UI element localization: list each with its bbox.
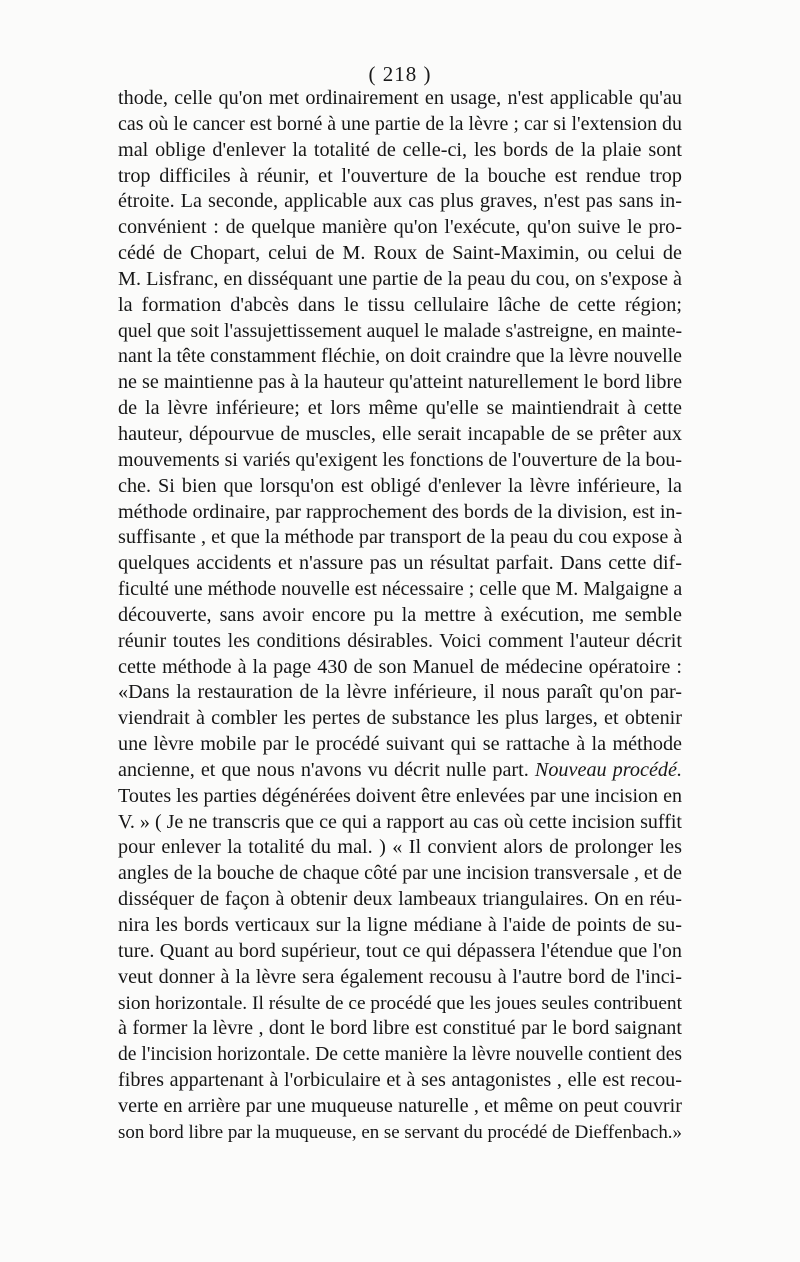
text-line: pour enlever la totalité du mal. ) « Il convient alors de prolonger les (118, 836, 682, 859)
text-line: nira les bords verticaux sur la ligne médiane à l'aide de points de su- (118, 914, 682, 936)
text-line: étroite. La seconde, applicable aux cas plus graves, n'est pas sans in- (118, 190, 682, 213)
page-number: ( 218 ) (368, 62, 432, 86)
text-line: «Dans la restauration de la lèvre inférieure, il nous paraît qu'on par- (118, 681, 682, 704)
text-line: sion horizontale. Il résulte de ce procédé que les joues seules contribuent (118, 992, 682, 1014)
text-line: mal oblige d'enlever la totalité de celle-ci, les bords de la plaie sont (118, 138, 682, 161)
text-line: suffisante , et que la méthode par transport de la peau du cou expose à (118, 526, 683, 549)
text-line: disséquer de façon à obtenir deux lambeaux triangulaires. On en réu- (118, 888, 682, 911)
text-line: che. Si bien que lorsqu'on est obligé d'enlever la lèvre inférieure, la (118, 474, 682, 497)
text-line: verte en arrière par une muqueuse naturelle , et même on peut couvrir (118, 1094, 682, 1117)
text-line: viendrait à combler les pertes de substance les plus larges, et obtenir (118, 707, 682, 730)
text-line: angles de la bouche de chaque côté par une incision transversale , et de (118, 862, 682, 885)
text-line: une lèvre mobile par le procédé suivant qui se rattache à la méthode (118, 733, 682, 756)
text-line: thode, celle qu'on met ordinairement en usage, n'est applicable qu'au (118, 87, 682, 109)
text-line: quelques accidents et n'assure pas un résultat parfait. Dans cette dif- (118, 552, 682, 575)
text-line: à former la lèvre , dont le bord libre est constitué par le bord saignant (118, 1017, 682, 1040)
text-line: découverte, sans avoir encore pu la mettre à exécution, me semble (118, 603, 682, 626)
text-line: ture. Quant au bord supérieur, tout ce qui dépassera l'étendue que l'on (118, 939, 682, 962)
text-line: cédé de Chopart, celui de M. Roux de Saint-Maximin, ou celui de (118, 242, 682, 265)
text-line: Toutes les parties dégénérées doivent être enlevées par une incision en (118, 784, 682, 807)
text-line: mouvements si variés qu'exigent les fonctions de l'ouverture de la bou- (118, 448, 682, 471)
text-line: son bord libre par la muqueuse, en se servant du procédé de Dieffenbach.» (118, 1121, 682, 1143)
text-line: cette méthode à la page 430 de son Manuel de médecine opératoire : (118, 655, 682, 678)
text-line: ficulté une méthode nouvelle est nécessaire ; celle que M. Malgaigne a (118, 578, 683, 601)
text-line: nant la tête constamment fléchie, on doit craindre que la lèvre nouvelle (118, 345, 683, 368)
text-line: de la lèvre inférieure; et lors même qu'elle se maintiendrait à cette (118, 397, 682, 420)
text-line: de l'incision horizontale. De cette manière la lèvre nouvelle contient des (118, 1044, 682, 1066)
text-line: réunir toutes les conditions désirables. Voici comment l'auteur décrit (118, 629, 682, 652)
text-line: convénient : de quelque manière qu'on l'exécute, qu'on suive le pro- (118, 216, 682, 239)
text-line: trop difficiles à réunir, et l'ouverture de la bouche est rendue trop (118, 164, 682, 187)
text-line: hauteur, dépourvue de muscles, elle serait incapable de se prêter aux (118, 422, 682, 445)
text-segment: ancienne, et que nous n'avons vu décrit nulle part. (118, 758, 529, 781)
body-text (118, 86, 682, 1146)
text-line: V. » ( Je ne transcris que ce qui a rapport au cas où cette incision suffit (118, 810, 682, 833)
text-line: ne se maintienne pas à la hauteur qu'atteint naturellement le bord libre (118, 371, 682, 394)
text-line: veut donner à la lèvre sera également recousu à l'autre bord de l'inci- (118, 965, 682, 988)
text-line: la formation d'abcès dans le tissu cellulaire lâche de cette région; (118, 293, 682, 316)
text-line: méthode ordinaire, par rapprochement des bords de la division, est in- (118, 500, 683, 523)
text-line: cas où le cancer est borné à une partie de la lèvre ; car si l'extension du (118, 112, 682, 135)
text-line: fibres appartenant à l'orbiculaire et à ses antagonistes , elle est recou- (118, 1069, 682, 1092)
text-line: quel que soit l'assujettissement auquel le malade s'astreigne, en mainte- (118, 319, 683, 342)
text-line-with-italic (118, 758, 682, 784)
text-line: M. Lisfranc, en disséquant une partie de la peau du cou, on s'expose à (118, 267, 682, 290)
italic-heading: Nouveau procédé. (534, 758, 683, 781)
